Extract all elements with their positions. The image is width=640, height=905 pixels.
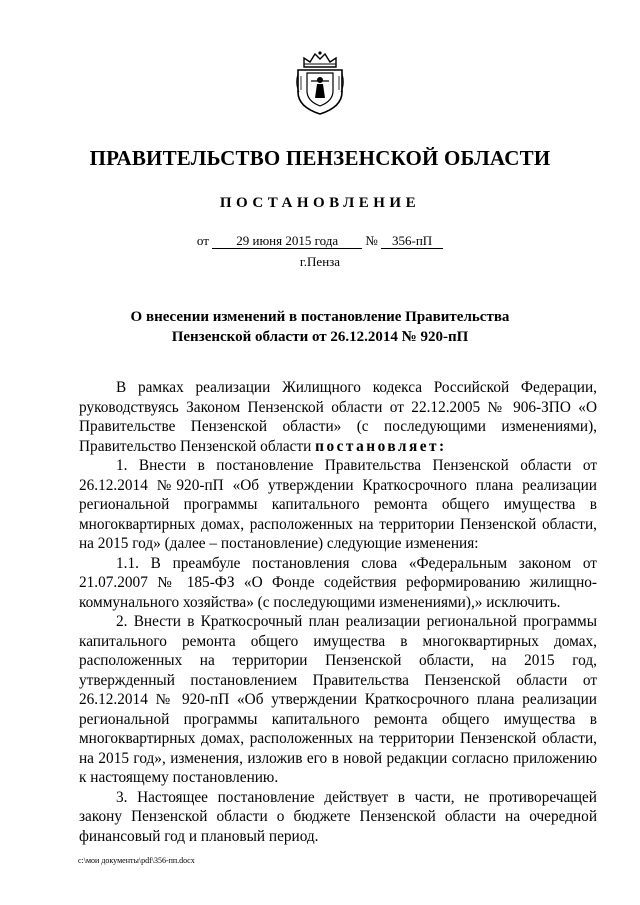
coat-of-arms-emblem [295,50,345,116]
document-city: г.Пенза [299,254,341,269]
body-paragraph-1-1: 1.1. В преамбуле постановления слова «Федеральным законом от 21.07.2007 № 185-ФЗ «О Фонде содействия реформированию жилищно-коммунального хозяйства» (с последующими изменениями),» исключить. [79,554,597,611]
organization-title: ПРАВИТЕЛЬСТВО ПЕНЗЕНСКОЙ ОБЛАСТИ [89,146,551,170]
subject-line-1: О внесении изменений в постановление Правительства [130,309,510,325]
document-date-line [0,233,640,249]
file-path-footer: c:\мои документы\pdf\356-пп.docx [78,856,195,865]
subject-line-2: Пензенской области от 26.12.2014 № 920-пП [171,329,469,345]
document-subject [0,307,640,347]
document-date: 29 июня 2015 года [212,234,362,249]
document-number: 356-пП [381,234,443,249]
preamble-text: В рамках реализации Жилищного кодекса Российской Федерации, руководствуясь Законом Пензенской области от 22.12.2005 № 906-ЗПО «О Правительстве Пензенской области» (с последующими изменениями), Правительство Пензенской области [79,379,597,455]
date-prefix: от [196,233,209,248]
document-body [79,378,597,846]
resolution-keyword: постановляет: [315,437,447,455]
body-paragraph-1: 1. Внести в постановление Правительства Пензенской области от 26.12.2014 №920-пП «Об утверждении Краткосрочного плана реализации региональной программы капитального ремонта общего имущества в многоквартирных домах, расположенных на территории Пензенской области, на 2015 год» (далее – постановление) следующие изменения: [79,457,597,552]
body-paragraph-3: 3. Настоящее постановление действует в части, не противоречащей закону Пензенской области о бюджете Пензенской области на очередной финансовый год и плановый период. [79,788,597,845]
body-paragraph-2: 2. Внести в Краткосрочный план реализации региональной программы капитального ремонта общего имущества в многоквартирных домах, расположенных на территории Пензенской области, на 2015 год, утвержденный постановлением Правительства Пензенской области от 26.12.2014 № 920-пП «Об утверждении Краткосрочного плана реализации региональной программы капитального ремонта общего имущества в многоквартирных домах, расположенных на территории Пензенской области, на 2015 год», изменения, изложив его в новой редакции согласно приложению к настоящему постановлению. [79,613,597,786]
document-type-heading: ПОСТАНОВЛЕНИЕ [219,195,421,211]
body-paragraph-preamble [79,378,597,456]
number-prefix: № [365,233,378,248]
